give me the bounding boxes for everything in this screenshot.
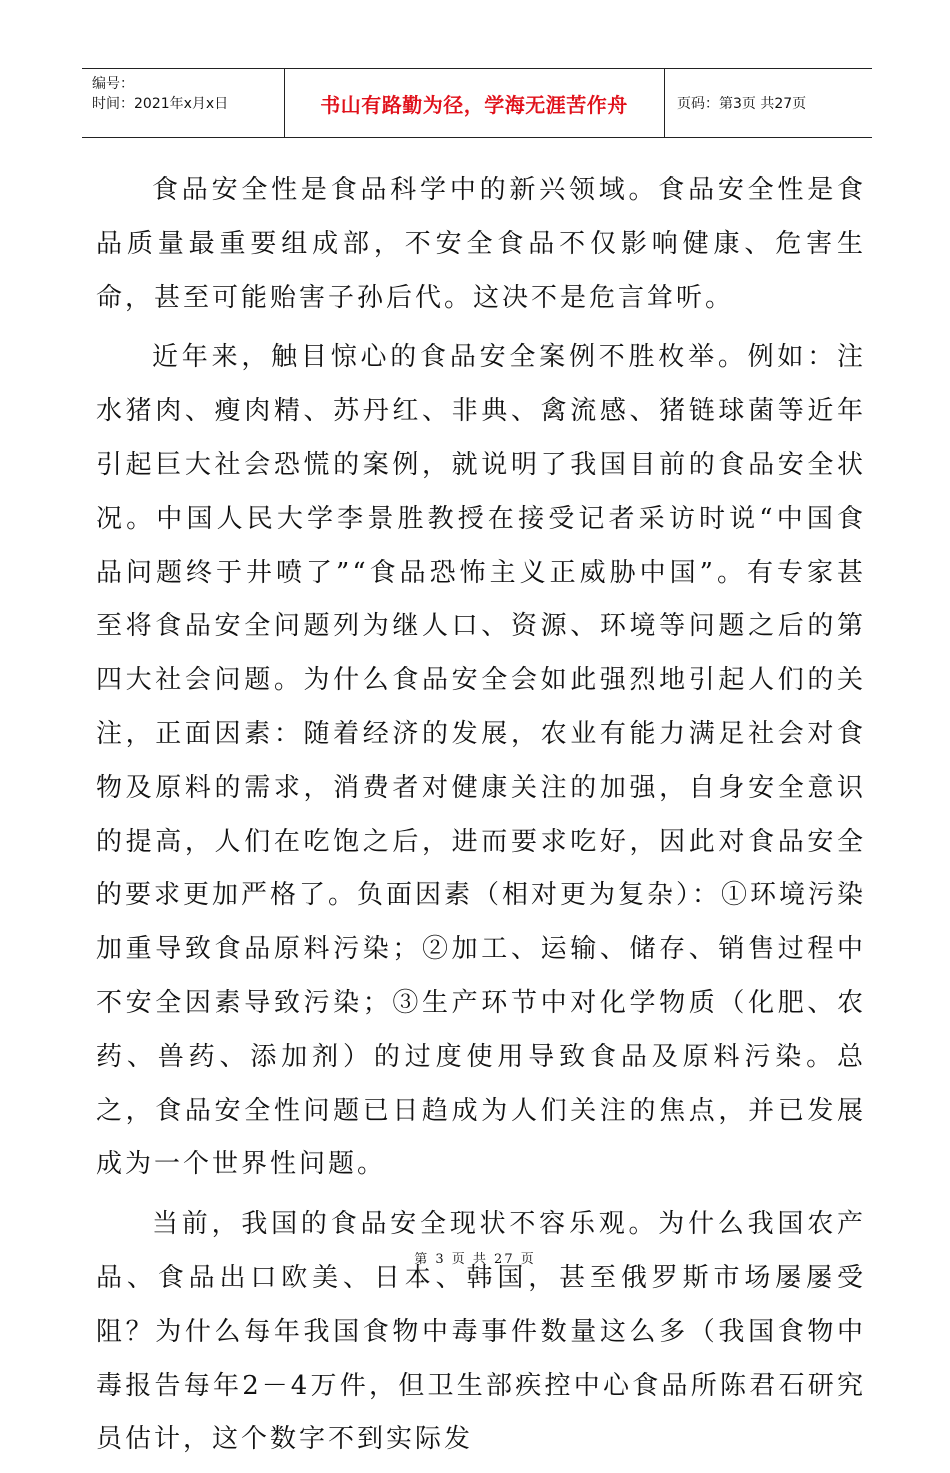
body-paragraph: 食品安全性是食品科学中的新兴领域。食品安全性是食品质量最重要组成部，不安全食品不仅影响健康、危害生命，甚至可能贻害子孙后代。这决不是危言耸听。 [96,175,866,313]
document-body [96,164,866,1473]
header-motto-cell [284,69,665,137]
header-page-info: 页码：第3页 共27页 [677,96,807,112]
header-meta-cell [82,69,285,137]
document-time-label: 时间：2021年x月x日 [92,96,229,112]
body-paragraph: 当前，我国的食品安全现状不容乐观。为什么我国农产品、食品出口欧美、日本、韩国，甚至俄罗斯市场屡屡受阻？为什么每年我国食物中毒事件数量这么多（我国食物中毒报告每年2－4万件，但卫生部疾控中心食品所陈君石研究员估计，这个数字不到实际发 [96,1209,866,1455]
header-page-cell [665,69,872,137]
body-paragraph: 近年来，触目惊心的食品安全案例不胜枚举。例如：注水猪肉、瘦肉精、苏丹红、非典、禽流感、猪链球菌等近年引起巨大社会恐慌的案例，就说明了我国目前的食品安全状况。中国人民大学李景胜教授在接受记者采访时说“中国食品问题终于井喷了”“食品恐怖主义正威胁中国”。有专家甚至将食品安全问题列为继人口、资源、环境等问题之后的第四大社会问题。为什么食品安全会如此强烈地引起人们的关注，正面因素：随着经济的发展，农业有能力满足社会对食物及原料的需求，消费者对健康关注的加强，自身安全意识的提高，人们在吃饱之后，进而要求吃好，因此对食品安全的要求更加严格了。负面因素（相对更为复杂）：①环境污染加重导致食品原料污染；②加工、运输、储存、销售过程中不安全因素导致污染；③生产环节中对化学物质（化肥、农药、兽药、添加剂）的过度使用导致食品及原料污染。总之，食品安全性问题已日趋成为人们关注的焦点，并已发展成为一个世界性问题。 [96,342,867,1180]
page-header [82,68,872,138]
document-number-label: 编号： [92,76,134,92]
page-footer: 第 3 页 共 27 页 [414,1252,536,1267]
header-motto: 书山有路勤为径，学海无涯苦作舟 [320,92,628,117]
